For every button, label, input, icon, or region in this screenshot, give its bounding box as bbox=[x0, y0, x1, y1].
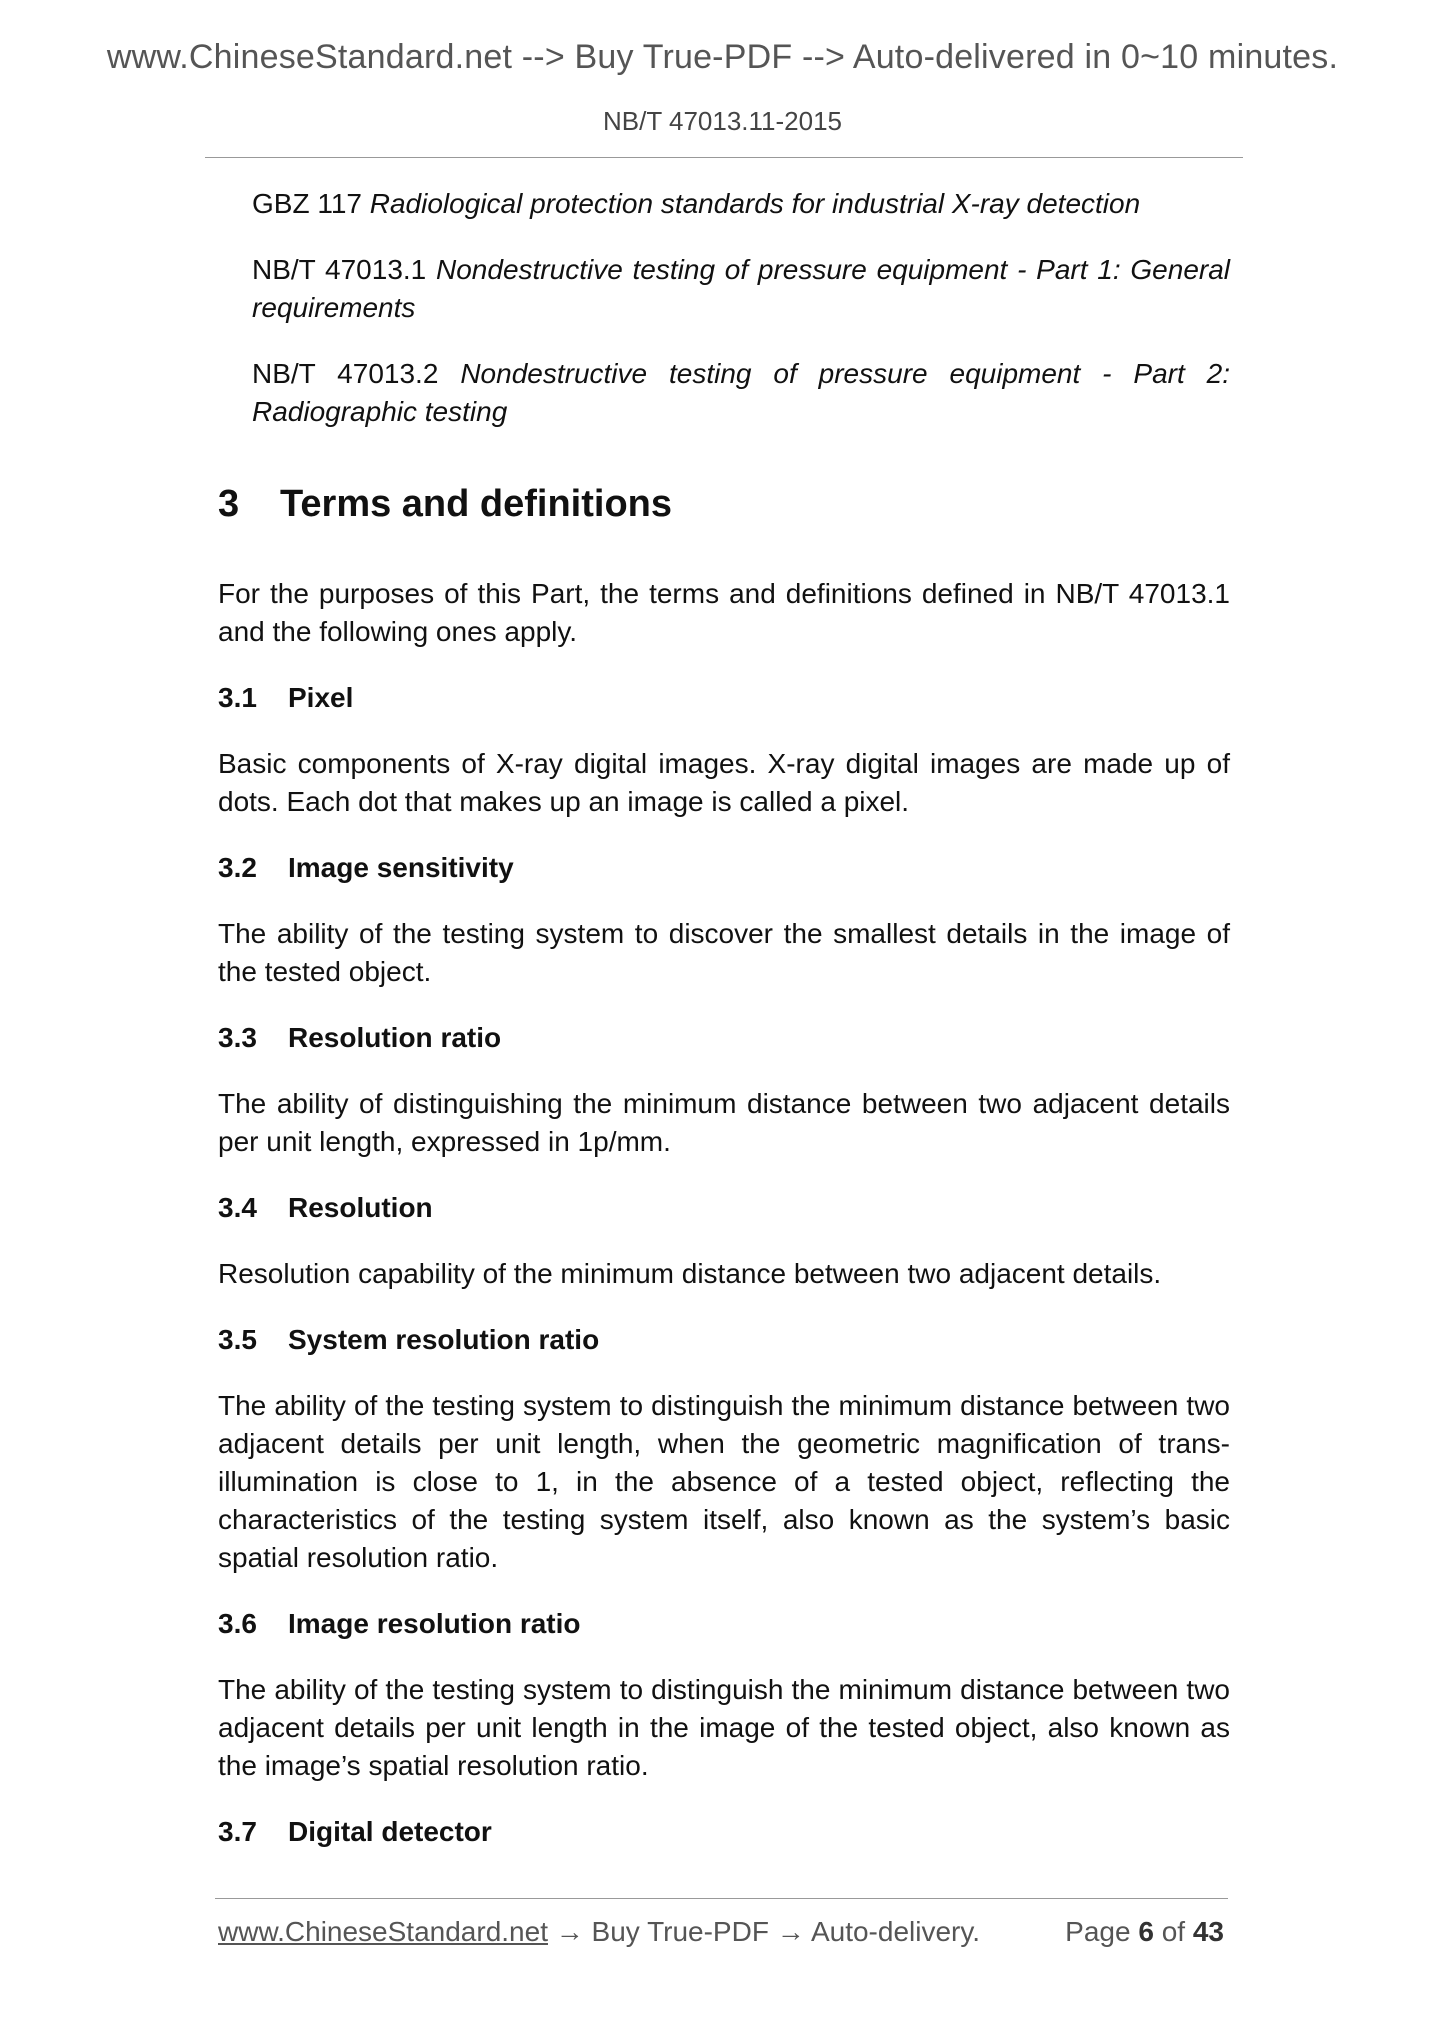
term-definition: The ability of the testing system to discover the smallest details in the image of the tested object. bbox=[218, 918, 1230, 987]
term-heading bbox=[218, 1019, 1230, 1057]
footer-site-link[interactable]: www.ChineseStandard.net bbox=[218, 1916, 548, 1947]
footer-divider bbox=[215, 1898, 1228, 1899]
term-title: Pixel bbox=[288, 682, 354, 713]
term-number: 3.5 bbox=[218, 1324, 257, 1355]
section-title: Terms and definitions bbox=[280, 483, 673, 525]
section-intro: For the purposes of this Part, the terms and definitions defined in NB/T 47013.1 and the following ones apply. bbox=[218, 578, 1230, 647]
page-footer bbox=[218, 1916, 1230, 1948]
reference-code: NB/T 47013.2 bbox=[252, 358, 439, 389]
term-number: 3.2 bbox=[218, 852, 257, 883]
term-title: Image resolution ratio bbox=[288, 1608, 581, 1639]
section-number: 3 bbox=[218, 483, 240, 525]
term-heading bbox=[218, 849, 1230, 887]
reference-item bbox=[252, 355, 1230, 431]
reference-title: Radiological protection standards for industrial X-ray detection bbox=[369, 188, 1141, 219]
section-heading bbox=[218, 481, 1230, 527]
footer-delivery-text: Auto-delivery. bbox=[810, 1916, 981, 1947]
page-content bbox=[218, 185, 1230, 1879]
term-heading bbox=[218, 1813, 1230, 1851]
term-title: Image sensitivity bbox=[288, 852, 514, 883]
term-number: 3.3 bbox=[218, 1022, 257, 1053]
top-banner: www.ChineseStandard.net --> Buy True-PDF --> Auto-delivered in 0~10 minutes. bbox=[106, 38, 1339, 76]
reference-item bbox=[252, 185, 1230, 223]
header-divider bbox=[205, 157, 1243, 158]
term-definition: Resolution capability of the minimum distance between two adjacent details. bbox=[218, 1258, 1162, 1289]
reference-title: Nondestructive testing of pressure equipment - Part 1: General requirements bbox=[252, 254, 1231, 323]
term-definition: The ability of the testing system to distinguish the minimum distance between two adjacent details per unit length in the image of the tested object, also known as the image’s spatial resolution ratio. bbox=[218, 1674, 1230, 1781]
term-definition: The ability of distinguishing the minimum distance between two adjacent details per unit length, expressed in 1p/mm. bbox=[218, 1088, 1230, 1157]
term-number: 3.7 bbox=[218, 1816, 257, 1847]
term-heading bbox=[218, 1605, 1230, 1643]
term-heading bbox=[218, 1321, 1230, 1359]
term-heading bbox=[218, 1189, 1230, 1227]
document-code: NB/T 47013.11-2015 bbox=[603, 106, 842, 136]
reference-code: NB/T 47013.1 bbox=[252, 254, 427, 285]
footer-buy-text: Buy True-PDF bbox=[591, 1916, 769, 1947]
term-number: 3.4 bbox=[218, 1192, 257, 1223]
term-title: Resolution bbox=[288, 1192, 433, 1223]
term-title: System resolution ratio bbox=[288, 1324, 600, 1355]
page-label: Page bbox=[1065, 1916, 1131, 1947]
arrow-icon: → bbox=[776, 1916, 805, 1947]
page-number bbox=[1065, 1916, 1224, 1948]
arrow-icon: → bbox=[555, 1916, 584, 1947]
reference-item bbox=[252, 251, 1230, 327]
total-pages: 43 bbox=[1192, 1916, 1224, 1947]
term-definition: Basic components of X-ray digital images. X-ray digital images are made up of dots. Each dot that makes up an image is called a pixel. bbox=[218, 748, 1230, 817]
term-title: Digital detector bbox=[288, 1816, 492, 1847]
term-definition: The ability of the testing system to distinguish the minimum distance between two adjacent details per unit length, when the geometric magnification of trans-illumination is close to 1, in the absence of a tested object, reflecting the characteristics of the testing system itself, also known as the system’s basic spatial resolution ratio. bbox=[218, 1390, 1230, 1573]
term-heading bbox=[218, 679, 1230, 717]
of-label: of bbox=[1161, 1916, 1186, 1947]
reference-code: GBZ 117 bbox=[252, 188, 362, 219]
reference-title: Nondestructive testing of pressure equipment - Part 2: Radiographic testing bbox=[252, 358, 1231, 427]
term-number: 3.6 bbox=[218, 1608, 257, 1639]
term-title: Resolution ratio bbox=[288, 1022, 502, 1053]
term-number: 3.1 bbox=[218, 682, 257, 713]
current-page: 6 bbox=[1138, 1916, 1154, 1947]
